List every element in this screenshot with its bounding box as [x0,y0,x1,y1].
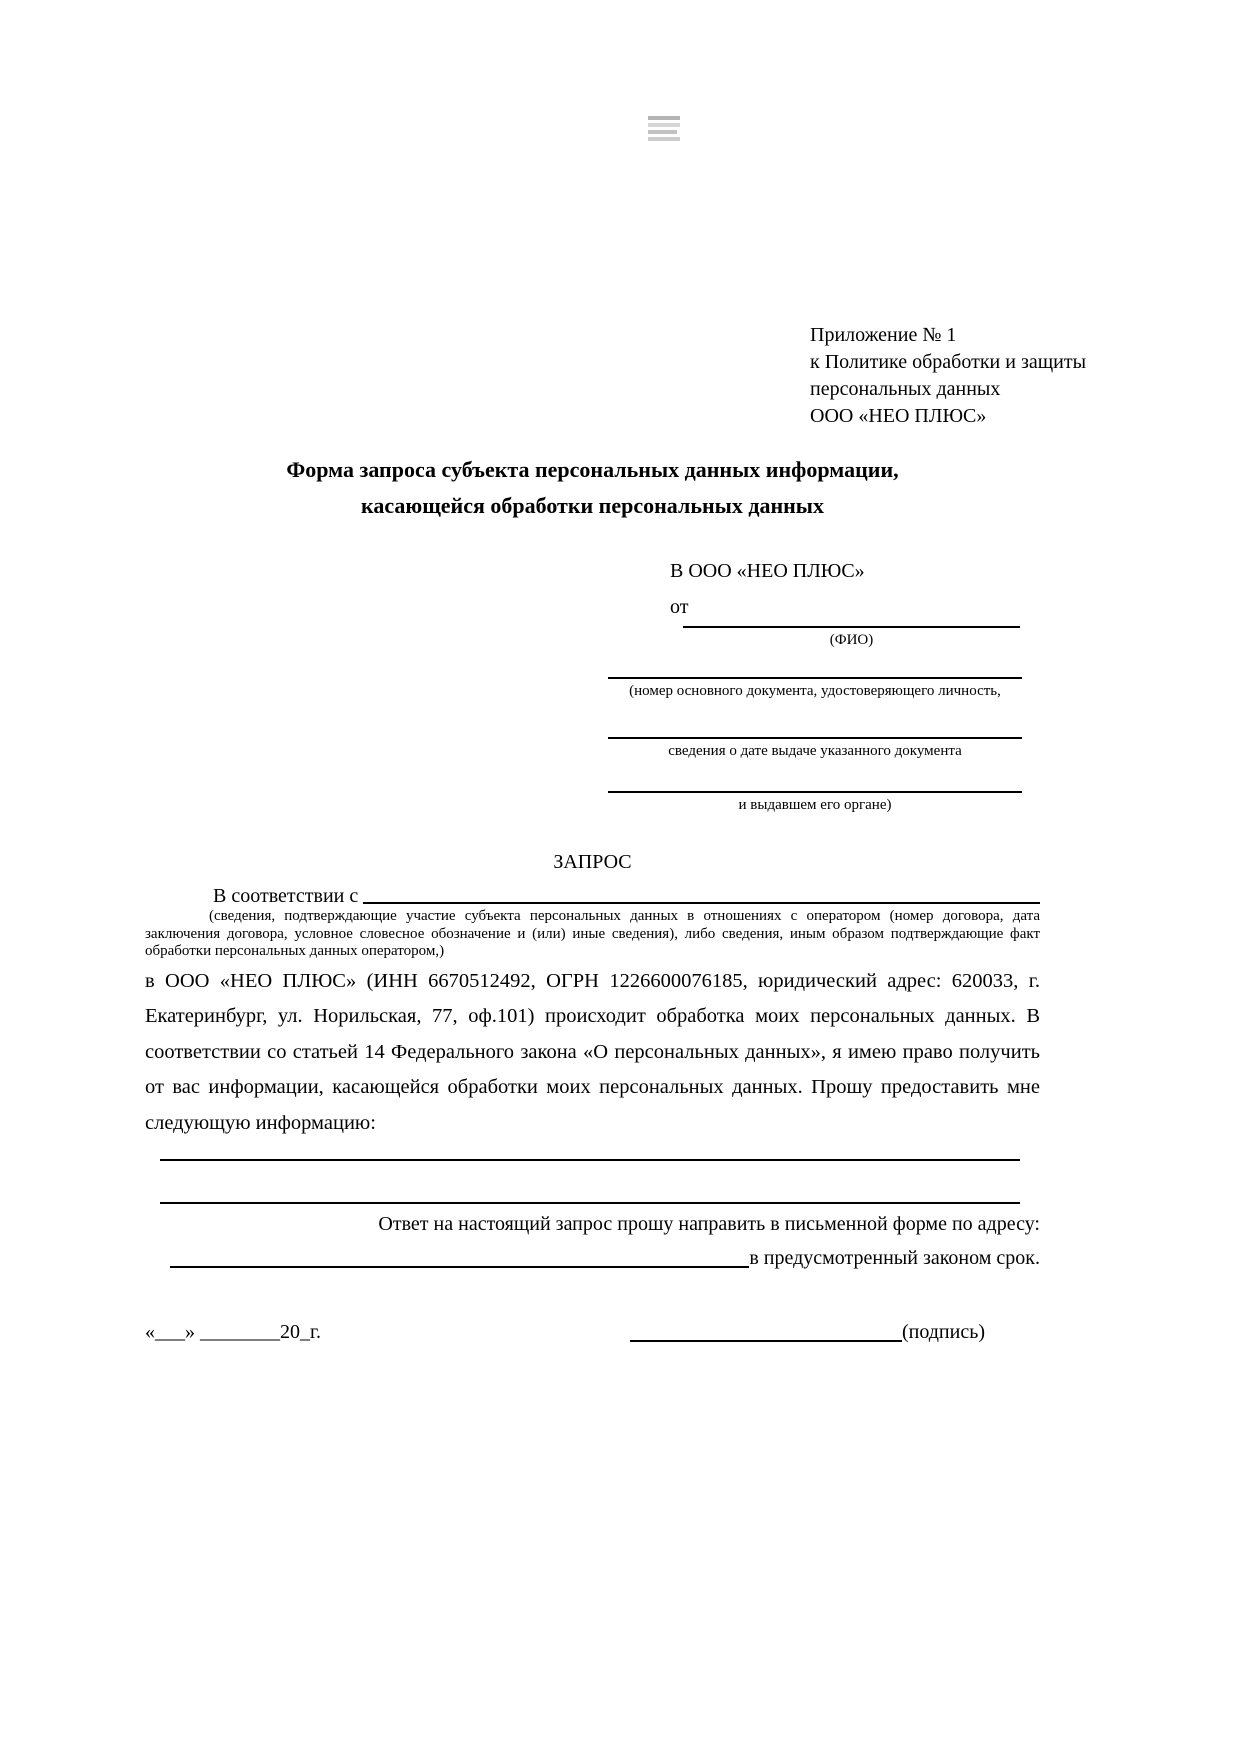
page-title-line-2: касающейся обработки персональных данных [361,493,824,518]
signature-caption: (подпись) [901,1321,985,1343]
basis-field[interactable] [363,902,1040,904]
appendix-header-line: Приложение № 1 [810,324,957,346]
document-number-caption: (номер основного документа, удостоверяющего личность, [629,683,1001,699]
basis-footnote: (сведения, подтверждающие участие субъекта персональных данных в отношениях с оператором (номер договора, дата заключения договора, условное словесное обозначение и (или) иные сведения), либо сведения, иным образом подтверждающие факт обработки персональных данных оператором,) [145,908,1040,959]
reply-suffix: в предусмотренный законом срок. [749,1247,1040,1269]
basis-row [145,884,1040,908]
page-title [145,452,1040,524]
requested-info-line-1[interactable] [160,1159,1020,1161]
signature-row [145,1318,1040,1346]
signature-field[interactable] [630,1340,902,1342]
document-number-field[interactable] [608,677,1022,679]
page-title-line-1: Форма запроса субъекта персональных данных информации, [286,457,899,482]
addressee-block [608,557,1022,814]
signature-group [630,1318,985,1346]
appendix-header-line: персональных данных [810,378,1001,400]
issuing-authority-field[interactable] [608,791,1022,793]
from-label: от [670,596,689,618]
appendix-header [810,322,1242,430]
reply-address-row [145,1244,1040,1272]
issue-date-field[interactable] [608,737,1022,739]
address-field[interactable] [170,1266,749,1268]
fio-caption: (ФИО) [829,632,874,648]
requested-info-line-2[interactable] [160,1202,1020,1204]
request-body: в ООО «НЕО ПЛЮС» (ИНН 6670512492, ОГРН 1226600076185, юридический адрес: 620033, г. Екатеринбург, ул. Норильская, 77, оф.101) происходит обработка моих персональных данных. В соответствии со статьей 14 Федерального закона «О персональных данных», я имею право получить от вас информации, касающейся обработки моих персональных данных. Прошу предоставить мне следующую информацию: [145,969,1040,1134]
date-blank[interactable]: «___» ________20_г. [145,1321,321,1343]
issue-date-caption: сведения о дате выдаче указанного документа [668,743,962,759]
fio-field[interactable] [683,626,1020,628]
reply-intro: Ответ на настоящий запрос прошу направить в письменной форме по адресу: [378,1213,1040,1235]
appendix-header-line: к Политике обработки и защиты [810,351,1087,373]
addressee-org: В ООО «НЕО ПЛЮС» [670,560,865,582]
text-lines-icon [648,116,680,141]
issuing-authority-caption: и выдавшем его органе) [738,797,892,813]
basis-prefix: В соответствии с [213,885,364,907]
request-heading: ЗАПРОС [553,851,632,873]
appendix-header-line: ООО «НЕО ПЛЮС» [810,405,987,427]
